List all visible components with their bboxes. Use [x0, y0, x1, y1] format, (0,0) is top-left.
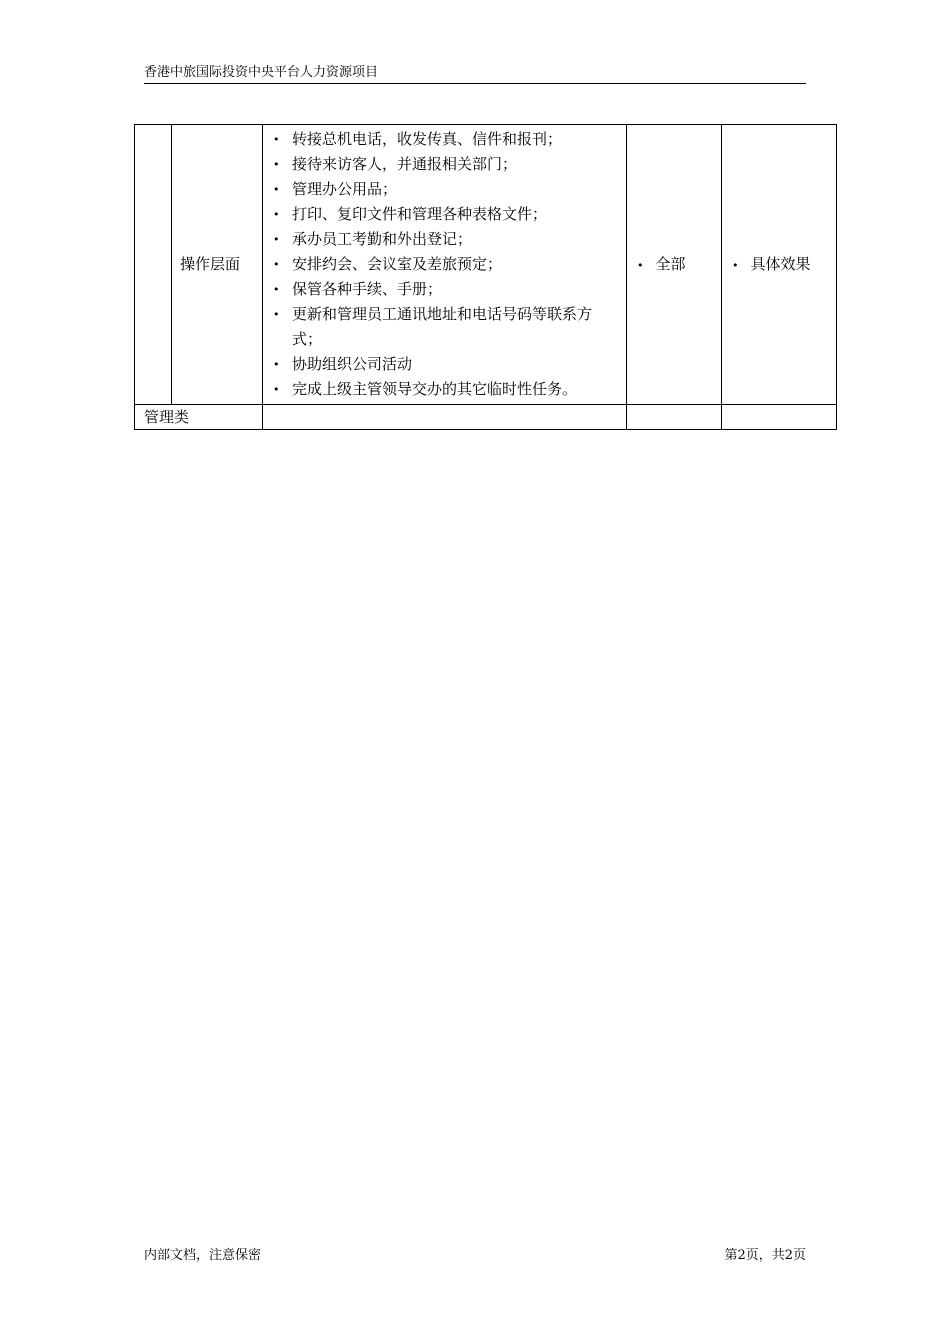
table-row: [135, 405, 837, 430]
category-cell: [135, 125, 172, 405]
list-item: • 接待来访客人，并通报相关部门；: [269, 152, 614, 177]
list-item: • 保管各种手续、手册；: [269, 277, 614, 302]
duties-table: [134, 124, 837, 430]
bullet-icon: •: [732, 258, 739, 272]
list-item: • 管理办公用品；: [269, 177, 614, 202]
list-item: • 协助组织公司活动: [269, 352, 614, 377]
scope-text: 全部: [655, 254, 686, 273]
page-header: 香港中旅国际投资中央平台人力资源项目: [144, 63, 806, 84]
list-item: • 承办员工考勤和外出登记；: [269, 227, 614, 252]
list-item: • 转接总机电话，收发传真、信件和报刊；: [269, 127, 614, 152]
scope-cell: [627, 405, 722, 430]
scope-cell: [627, 125, 722, 405]
measure-text: 具体效果: [750, 254, 811, 273]
footer-page-number: 第2页，共2页: [724, 1248, 806, 1263]
level-cell: 操作层面: [172, 125, 263, 405]
task-list: [269, 127, 614, 402]
tasks-cell: [263, 405, 627, 430]
list-item: • 更新和管理员工通讯地址和电话号码等联系方式；: [269, 302, 614, 352]
bullet-icon: •: [637, 258, 644, 272]
tasks-cell: [263, 125, 627, 405]
list-item: • 安排约会、会议室及差旅预定；: [269, 252, 614, 277]
category-cell: 管理类: [135, 405, 263, 430]
measure-cell: [722, 125, 837, 405]
list-item: • 完成上级主管领导交办的其它临时性任务。: [269, 377, 614, 402]
footer-confidential: 内部文档，注意保密: [144, 1248, 262, 1263]
measure-cell: [722, 405, 837, 430]
list-item: • 打印、复印文件和管理各种表格文件；: [269, 202, 614, 227]
table-row: [135, 125, 837, 405]
